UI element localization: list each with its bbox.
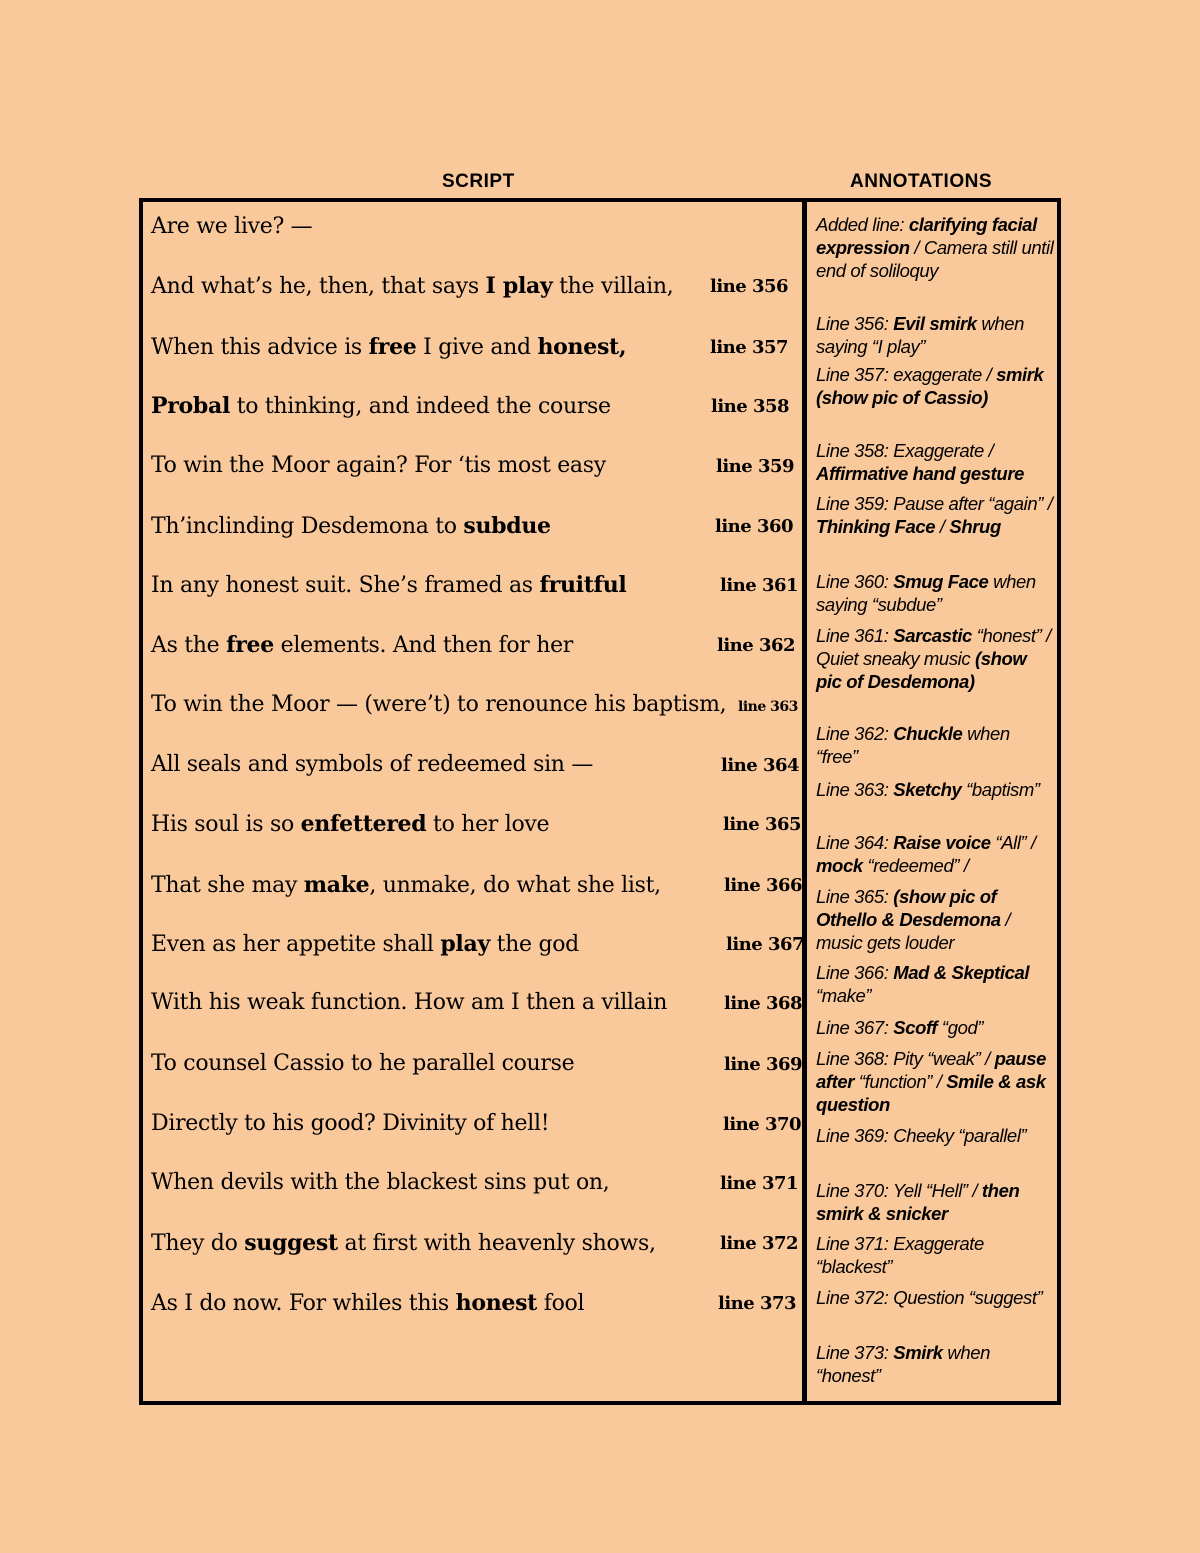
text-span: With his weak function. How am I then a villain	[151, 990, 668, 1015]
line-number: line 363	[738, 699, 798, 715]
text-span: when “free”	[816, 723, 1010, 767]
line-number: line 371	[720, 1173, 799, 1194]
emphasis-text: Smile & ask question	[816, 1071, 1046, 1115]
text-span: Line 356:	[816, 313, 894, 334]
annotation-note	[816, 722, 1056, 768]
text-span: Directly to his good? Divinity of hell!	[151, 1111, 550, 1136]
script-header: SCRIPT	[442, 171, 515, 192]
text-span: Line 370: Yell “Hell” /	[816, 1180, 982, 1201]
text-span: When this advice is	[151, 335, 369, 360]
text-span: “make”	[816, 985, 872, 1006]
line-number: line 360	[715, 516, 794, 537]
text-span: Line 358: Exaggerate /	[816, 440, 994, 461]
text-span: Line 359: Pause after “again” /	[816, 493, 1053, 514]
text-span: Line 364:	[816, 832, 894, 853]
script-line	[151, 453, 606, 478]
script-line	[151, 393, 611, 419]
script-line	[151, 1051, 574, 1076]
text-span: / music gets louder	[816, 909, 1011, 953]
script-line	[151, 1290, 584, 1316]
script-line	[151, 931, 579, 957]
text-span: Are we live? —	[151, 214, 313, 239]
emphasis-text: Shrug	[949, 516, 1001, 537]
annotation-note	[816, 961, 1056, 1007]
emphasis-text: (show pic of Desdemona)	[816, 648, 1027, 692]
line-number: line 364	[721, 755, 800, 776]
script-line	[151, 692, 726, 717]
text-span: Th’inclinding Desdemona to	[151, 514, 464, 539]
text-span: To counsel Cassio to he parallel course	[151, 1051, 575, 1076]
line-number: line 357	[710, 337, 789, 358]
emphasis-text: (show pic of Othello & Desdemona	[816, 886, 1001, 930]
text-span: Line 371: Exaggerate “blackest”	[816, 1233, 984, 1277]
emphasis-text: mock	[816, 855, 863, 876]
emphasis-text: Thinking Face	[816, 516, 936, 537]
annotation-note	[816, 439, 1056, 485]
annotation-note	[816, 624, 1056, 693]
text-span: “god”	[937, 1017, 984, 1038]
text-span: “baptism”	[961, 779, 1040, 800]
annotation-note	[816, 570, 1056, 616]
emphasis-text: Sarcastic	[893, 625, 972, 646]
script-line	[151, 334, 626, 360]
text-span: Line 372: Question “suggest”	[816, 1287, 1043, 1308]
text-span: As I do now. For whiles this	[151, 1291, 456, 1316]
emphasis-text: play	[440, 931, 490, 957]
text-span: In any honest suit. She’s framed as	[151, 573, 540, 598]
annotation-note	[816, 831, 1056, 877]
text-span: Line 366:	[816, 962, 894, 983]
line-number: line 372	[720, 1233, 799, 1254]
emphasis-text: honest	[455, 1290, 538, 1316]
text-span: to her love	[426, 812, 550, 837]
text-span: And what’s he, then, that says	[151, 274, 486, 299]
text-span: Line 365:	[816, 886, 894, 907]
annotation-note	[816, 1047, 1056, 1116]
emphasis-text: Smug Face	[893, 571, 989, 592]
text-span: Even as her appetite shall	[151, 932, 441, 957]
emphasis-text: Mad & Skeptical	[893, 962, 1030, 983]
text-span: the god	[489, 932, 579, 957]
text-span: “honest” / Quiet sneaky music	[816, 625, 1051, 669]
annotations-header: ANNOTATIONS	[850, 171, 993, 192]
text-span: elements. And then for her	[273, 633, 574, 658]
annotation-note	[816, 1124, 1056, 1147]
text-span: To win the Moor — (were’t) to renounce his baptism,	[151, 692, 727, 717]
emphasis-text: free	[368, 334, 417, 360]
script-line	[151, 811, 549, 837]
text-span: Line 360:	[816, 571, 894, 592]
script-line	[151, 572, 626, 598]
emphasis-text: Smirk	[893, 1342, 943, 1363]
text-span: to thinking, and indeed the course	[230, 394, 611, 419]
text-span: , unmake, do what she list,	[369, 873, 661, 898]
text-span: I give and	[416, 335, 538, 360]
annotation-note	[816, 885, 1056, 954]
text-span: Line 368: Pity “weak” /	[816, 1048, 995, 1069]
text-span: /	[935, 516, 950, 537]
emphasis-text: then smirk & snicker	[816, 1180, 1020, 1224]
line-number: line 362	[717, 635, 796, 656]
text-span: As the	[151, 633, 227, 658]
script-line	[151, 273, 673, 299]
text-span: When devils with the blackest sins put on,	[151, 1170, 610, 1195]
text-span: Added line:	[816, 214, 909, 235]
script-line	[151, 1170, 609, 1195]
emphasis-text: pause after	[816, 1048, 1047, 1092]
line-number: line 365	[723, 814, 802, 835]
emphasis-text: fruitful	[539, 572, 627, 598]
script-line	[151, 214, 312, 239]
script-line	[151, 1230, 656, 1256]
script-line	[151, 632, 573, 658]
annotation-note	[816, 213, 1056, 282]
text-span: That she may	[151, 873, 304, 898]
script-line	[151, 990, 667, 1015]
text-span: “function” /	[854, 1071, 947, 1092]
annotation-note	[816, 1232, 1056, 1278]
line-number: line 370	[723, 1114, 802, 1135]
emphasis-text: suggest	[244, 1230, 338, 1256]
line-number: line 359	[716, 456, 795, 477]
text-span: / Camera still until end of soliloquy	[816, 237, 1054, 281]
emphasis-text: Scoff	[893, 1017, 938, 1038]
text-span: Line 362:	[816, 723, 894, 744]
text-span: the villain,	[552, 274, 674, 299]
line-number: line 358	[711, 396, 790, 417]
emphasis-text: Evil smirk	[893, 313, 977, 334]
script-line	[151, 752, 593, 777]
annotation-note	[816, 312, 1056, 358]
text-span: Line 367:	[816, 1017, 894, 1038]
line-number: line 368	[724, 993, 803, 1014]
text-span: To win the Moor again? For ‘tis most easy	[151, 453, 606, 478]
text-span: All seals and symbols of redeemed sin —	[151, 752, 594, 777]
emphasis-text: Probal	[151, 393, 231, 419]
text-span: Line 361:	[816, 625, 894, 646]
annotation-note	[816, 1341, 1056, 1387]
script-line	[151, 1111, 549, 1136]
emphasis-text: make	[303, 872, 370, 898]
text-span: when “honest”	[816, 1342, 991, 1386]
text-span: Line 369: Cheeky “parallel”	[816, 1125, 1027, 1146]
text-span: Line 373:	[816, 1342, 894, 1363]
emphasis-text: honest,	[537, 334, 627, 360]
annotation-note	[816, 778, 1056, 801]
emphasis-text: enfettered	[300, 811, 427, 837]
line-number: line 369	[724, 1054, 803, 1075]
annotation-note	[816, 363, 1056, 409]
annotation-note	[816, 492, 1056, 538]
emphasis-text: I play	[485, 273, 553, 299]
emphasis-text: clarifying facial expression	[816, 214, 1037, 258]
text-span: at first with heavenly shows,	[337, 1231, 656, 1256]
line-number: line 361	[720, 575, 799, 596]
text-span: when saying “subdue”	[816, 571, 1036, 615]
line-number: line 373	[718, 1293, 797, 1314]
emphasis-text: Affirmative hand gesture	[816, 463, 1025, 484]
column-divider	[802, 198, 807, 1405]
emphasis-text: Sketchy	[893, 779, 962, 800]
emphasis-text: Raise voice	[893, 832, 991, 853]
text-span: “redeemed” /	[862, 855, 969, 876]
emphasis-text: Chuckle	[893, 723, 963, 744]
annotation-note	[816, 1016, 1056, 1039]
text-span: when saying “I play”	[816, 313, 1025, 357]
script-line	[151, 513, 551, 539]
text-span: Line 363:	[816, 779, 894, 800]
emphasis-text: free	[226, 632, 274, 658]
text-span: They do	[151, 1231, 245, 1256]
emphasis-text: smirk (show pic of Cassio)	[816, 364, 1044, 408]
annotation-note	[816, 1179, 1056, 1225]
text-span: fool	[537, 1291, 585, 1316]
text-span: “All” /	[990, 832, 1036, 853]
text-span: Line 357: exaggerate /	[816, 364, 997, 385]
script-line	[151, 872, 661, 898]
emphasis-text: subdue	[463, 513, 551, 539]
annotation-note	[816, 1286, 1056, 1309]
line-number: line 366	[724, 875, 803, 896]
line-number: line 367	[726, 934, 805, 955]
line-number: line 356	[710, 276, 789, 297]
text-span: His soul is so	[151, 812, 301, 837]
